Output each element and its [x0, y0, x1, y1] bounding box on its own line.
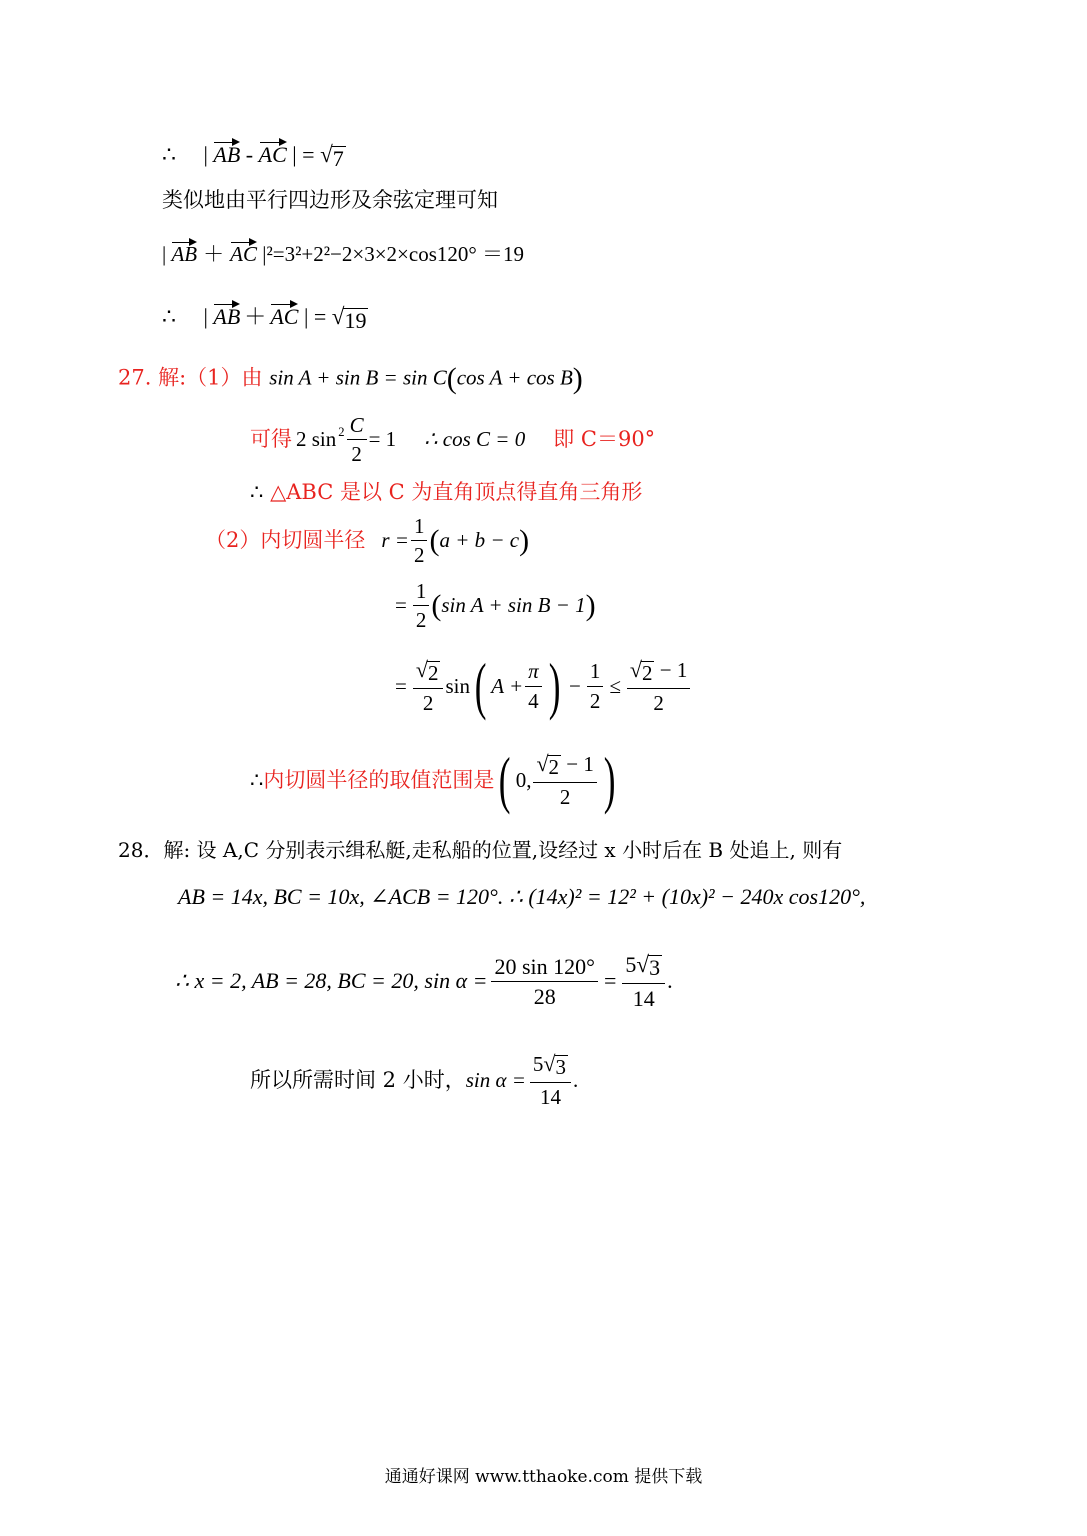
sqrt-19: √ 19	[331, 303, 367, 333]
line-magnitude-sum-squared	[162, 240, 524, 265]
q27-range: ∴ 内切圆半径的取值范围是 ( 0, √ 2 − 1 2 )	[250, 744, 616, 815]
r-lhs: r =	[381, 528, 409, 553]
equals: =	[296, 142, 321, 167]
abs-bar: |	[303, 304, 309, 329]
abs-bar: |	[262, 242, 267, 266]
q28-answer	[250, 1052, 578, 1108]
abs-bar: |	[292, 142, 297, 167]
therefore-symbol: ∴	[162, 304, 176, 329]
conclusion-text: △ABC 是以 C 为直角顶点得直角三角形	[270, 480, 643, 504]
q28-equation2	[175, 952, 673, 1010]
period: .	[573, 1067, 579, 1092]
range-text: 内切圆半径的取值范围是	[263, 767, 495, 792]
q27-part1-label: （1）由	[186, 365, 263, 390]
vector-ac: AC	[258, 142, 287, 167]
eq2-lhs: ∴ x = 2, AB = 28, BC = 20, sin α =	[175, 968, 488, 994]
vector-ac: AC	[270, 304, 299, 329]
q28-label: 28．解:	[118, 838, 191, 862]
r-step1-paren: a + b − c	[439, 528, 520, 553]
vector-ab: AB	[213, 142, 241, 167]
given-equation: sin A + sin B = sin C	[269, 365, 447, 390]
answer-sin: sin α =	[465, 1067, 526, 1092]
fraction-sqrt2-minus1-over-2: √ 2 − 1 2	[533, 752, 596, 808]
vector-ac: AC	[230, 242, 257, 266]
fraction-half: $\frac{1}{2}$	[411, 515, 428, 566]
page-footer: 通通好课网 www.tthaoke.com 提供下载	[384, 1467, 703, 1487]
line-magnitude-sum	[162, 302, 368, 333]
fraction-c-over-2: $\frac{C}{2}$	[347, 414, 367, 465]
q27-part2-step3: = √ 2 2 sin ( A + $\frac{\pi}{4}$ ) − $\frac{1}{2}$ ≤ √ 2 − 1 2	[395, 654, 692, 718]
fraction-20sin120-over-28: $\frac{20 \sin 120^\circ}{28}$	[491, 955, 597, 1008]
a-plus: A +	[491, 673, 524, 698]
operator: ＋	[244, 304, 267, 329]
text-parallelogram-note: 类似地由平行四边形及余弦定理可知	[162, 188, 498, 212]
abs-bar: |	[203, 304, 208, 329]
derive-note: 即 C＝90°	[553, 427, 656, 452]
r-step2-paren: sin A + sin B − 1	[441, 593, 586, 618]
q27-part2-step1: （2）内切圆半径 r = $\frac{1}{2}$ ( a + b − c )	[205, 514, 530, 568]
fraction-pi-over-4: $\frac{\pi}{4}$	[525, 660, 542, 711]
less-equal: ≤	[609, 673, 621, 698]
fraction-5sqrt3-over-14: 5 √ 3 14	[530, 1052, 571, 1108]
given-paren: cos A + cos B	[456, 365, 573, 390]
derive-eq: = 1	[368, 427, 397, 452]
fraction-5sqrt3-over-14: 5 √ 3 14	[622, 952, 665, 1010]
part2-label: （2）内切圆半径	[205, 528, 366, 553]
minus: −	[569, 673, 581, 698]
sin-word: sin	[445, 673, 470, 698]
equals: =	[395, 593, 407, 618]
derive-exp: 2	[338, 425, 345, 439]
therefore-symbol: ∴	[250, 767, 264, 792]
equals: =	[603, 968, 617, 994]
derive-cos: ∴ cos C = 0	[424, 427, 526, 452]
vector-ab: AB	[213, 304, 241, 329]
q27-part2-step2: = $\frac{1}{2}$ ( sin A + sin B − 1 )	[395, 579, 596, 633]
q27-given: 27. 解:（1）由 sin A + sin B = sin C(cos A + cos B)	[118, 362, 583, 395]
fraction-half: $\frac{1}{2}$	[587, 660, 604, 711]
vector-ab: AB	[171, 242, 198, 266]
therefore-symbol: ∴	[250, 480, 264, 504]
abs-bar: |	[162, 242, 167, 266]
line-magnitude-difference	[162, 140, 346, 171]
therefore-symbol: ∴	[162, 142, 176, 167]
answer-text: 所以所需时间 2 小时，	[250, 1067, 466, 1092]
period: .	[667, 968, 673, 994]
sqrt-7: √ 7	[320, 141, 344, 171]
equals: =	[395, 673, 407, 698]
fraction-sqrt2-over-2: √ 2 2	[413, 658, 444, 714]
derive-prefix: 可得	[250, 427, 292, 452]
operator: -	[240, 142, 259, 167]
derive-coef: 2 sin	[296, 427, 337, 452]
range-zero: 0,	[515, 767, 532, 792]
q28-equation1: AB = 14x, BC = 10x, ∠ACB = 120°. ∴ (14x)² = 12² + (10x)² − 240x cos120°,	[178, 884, 866, 909]
q27-label: 27. 解:	[118, 365, 187, 390]
abs-bar: |	[203, 142, 208, 167]
equals: =	[308, 304, 332, 329]
cosine-law-expression: ²=3²+2²−2×3×2×cos120° ＝19	[266, 242, 525, 266]
operator: ＋	[203, 242, 225, 266]
q27-conclusion	[250, 482, 642, 503]
fraction-sqrt2-minus1-over-2: √ 2 − 1 2	[627, 658, 690, 714]
q28-setup	[118, 840, 842, 860]
q27-derive	[250, 414, 655, 465]
q28-setup-text: 设 A,C 分别表示缉私艇,走私船的位置,设经过 x 小时后在 B 处追上, 则有	[190, 838, 843, 862]
fraction-half: $\frac{1}{2}$	[413, 580, 430, 631]
